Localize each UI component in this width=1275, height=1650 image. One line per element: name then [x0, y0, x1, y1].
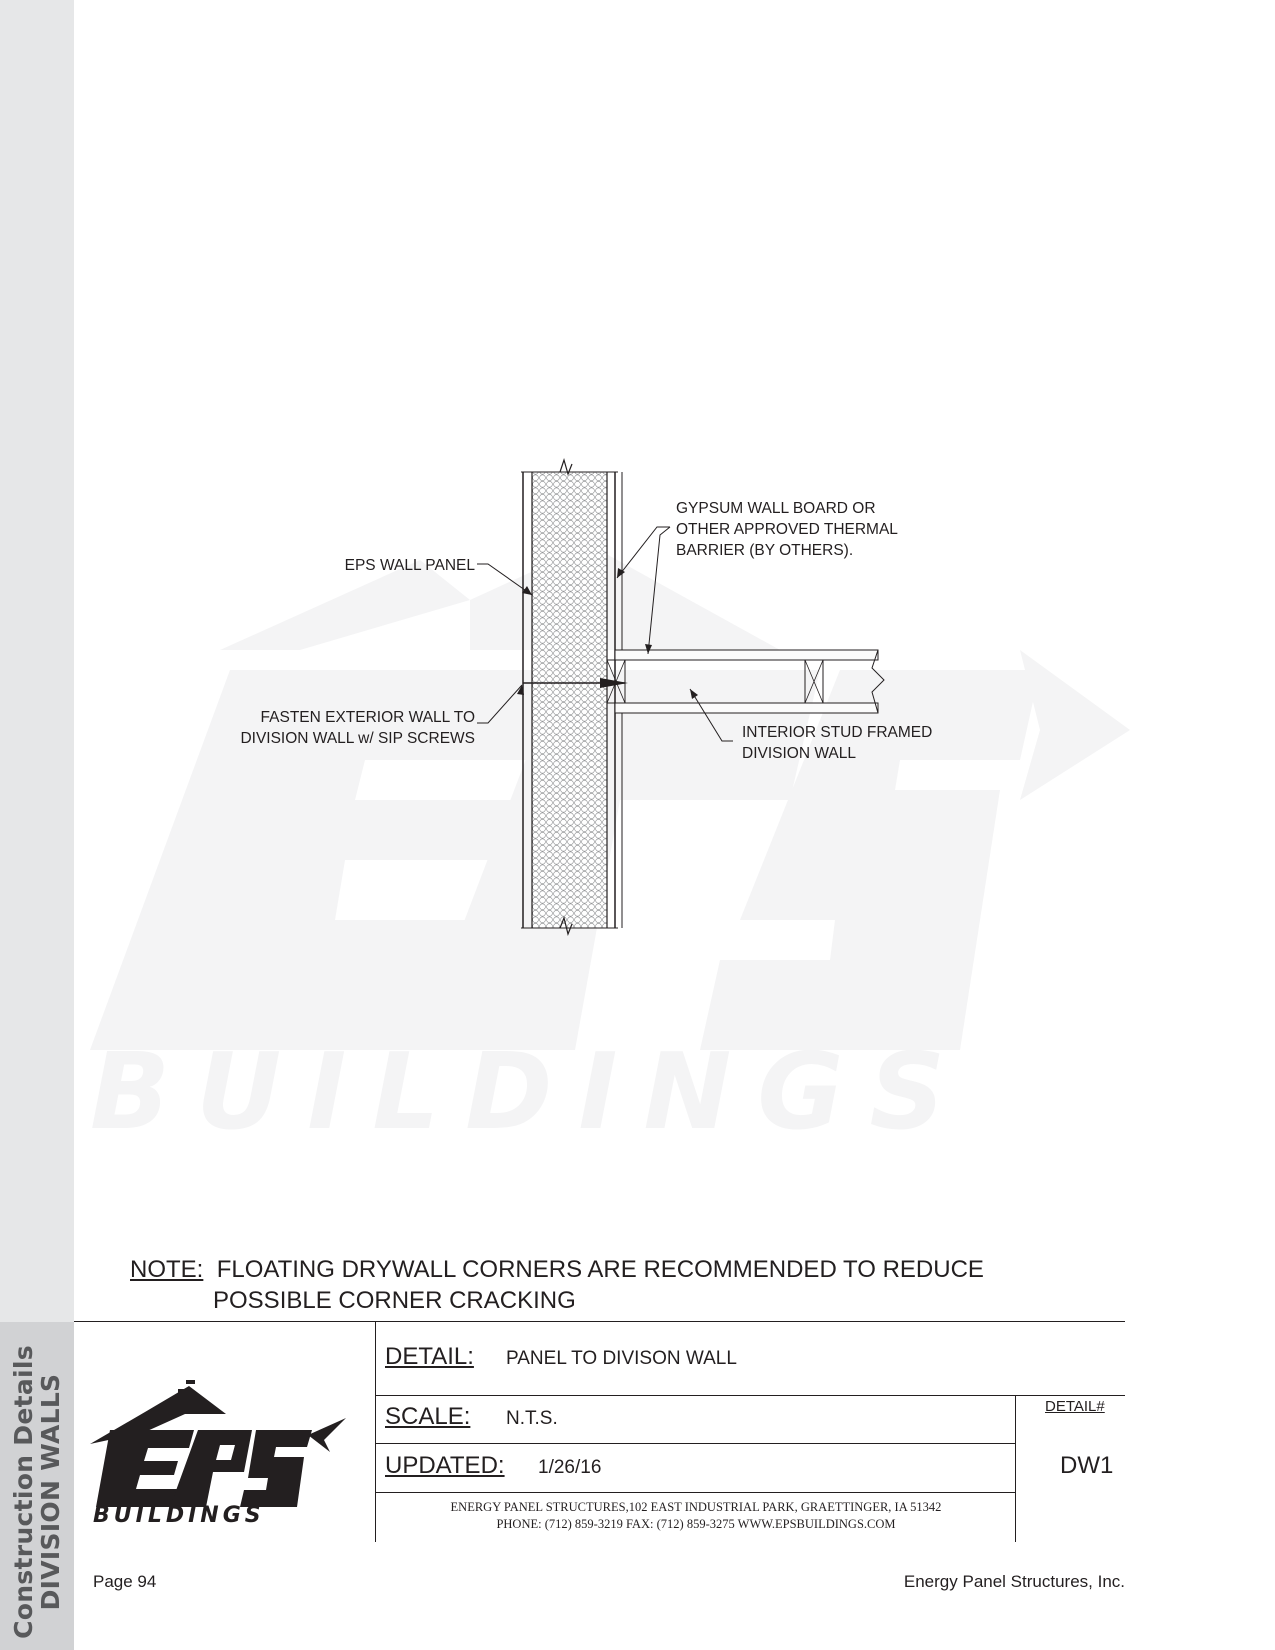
- note-line1: FLOATING DRYWALL CORNERS ARE RECOMMENDED TO REDUCE: [216, 1256, 984, 1283]
- eps-logo: [90, 1360, 355, 1530]
- company-address: ENERGY PANEL STRUCTURES,102 EAST INDUSTRIAL PARK, GRAETTINGER, IA 51342 PHONE: (712) 859-3219 FAX: (712) 859-3275 WWW.EPSBUILDINGS.COM: [450, 1500, 942, 1531]
- scale-value: N.T.S.: [506, 1408, 558, 1429]
- label-interior-division-wall: INTERIOR STUD FRAMED DIVISION WALL: [742, 724, 933, 762]
- interior-division-wall: [607, 650, 884, 713]
- eps-wall-panel: [521, 460, 618, 934]
- label-fasten-screws: FASTEN EXTERIOR WALL TO DIVISION WALL w/ SIP SCREWS: [240, 709, 475, 747]
- updated-key: UPDATED:: [385, 1452, 505, 1479]
- title-block-row-line: [375, 1395, 1125, 1396]
- label-eps-wall-panel: EPS WALL PANEL: [344, 557, 475, 574]
- title-block-row-line: [375, 1492, 1015, 1493]
- page-number: Page 94: [93, 1572, 157, 1591]
- updated-value: 1/26/16: [538, 1457, 602, 1478]
- detail-number: DW1: [1060, 1452, 1114, 1479]
- title-block-row-line: [375, 1443, 1015, 1444]
- scale-key: SCALE:: [385, 1403, 471, 1430]
- logo-text: BUILDINGS: [93, 1503, 265, 1528]
- detail-number-label: DETAIL#: [1045, 1398, 1105, 1415]
- note-prefix: NOTE:: [130, 1256, 204, 1283]
- detail-key: DETAIL:: [385, 1343, 474, 1370]
- label-gypsum-board: GYPSUM WALL BOARD OR OTHER APPROVED THERMAL BARRIER (BY OTHERS).: [676, 500, 898, 559]
- title-block-top-border: [74, 1321, 1125, 1322]
- detail-value: PANEL TO DIVISON WALL: [506, 1348, 737, 1369]
- footer-company: Energy Panel Structures, Inc.: [903, 1572, 1125, 1591]
- note: [130, 1254, 984, 1316]
- sidebar-title-line2: DIVISION WALLS: [36, 1373, 65, 1611]
- watermark-text: BUILDINGS: [90, 1031, 972, 1153]
- note-line2: POSSIBLE CORNER CRACKING: [213, 1287, 576, 1314]
- sidebar-title-line1: Construction Details: [9, 1345, 38, 1639]
